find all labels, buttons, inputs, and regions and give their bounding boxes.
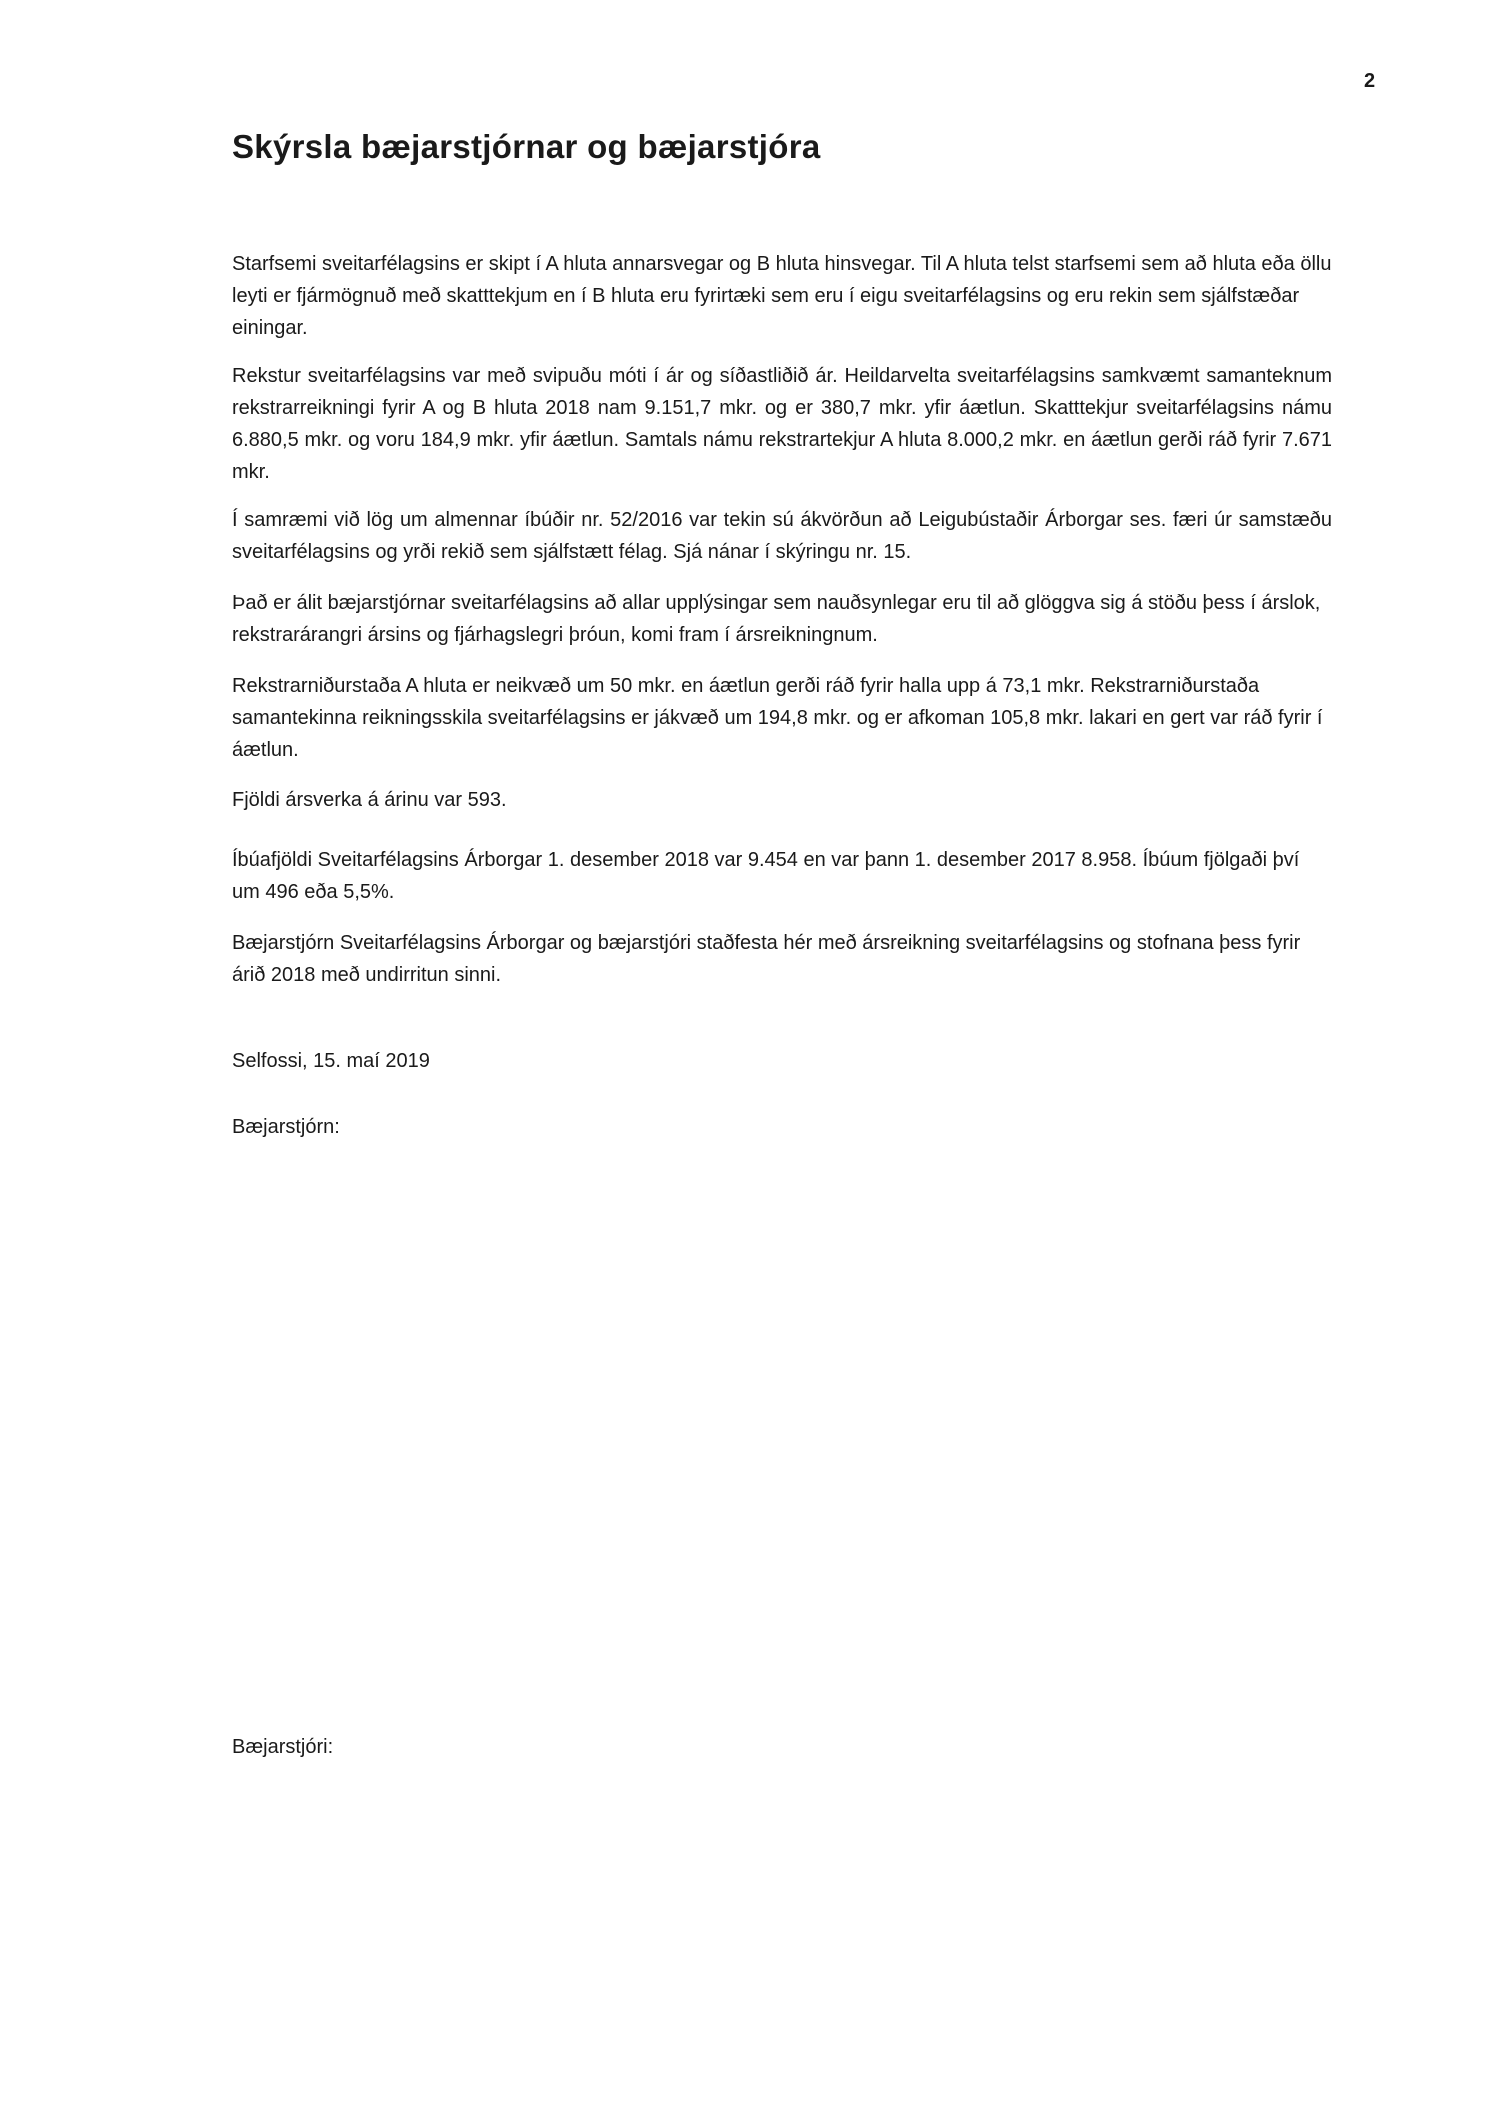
paragraph-confirmation: Bæjarstjórn Sveitarfélagsins Árborgar og bæjarstjóri staðfesta hér með ársreikning sveitarfélagsins og stofnana þess fyrir árið 2018 með undirritun sinni. xyxy=(232,932,1301,986)
mayor-signature-label: Bæjarstjóri: xyxy=(232,1736,334,1758)
page-number: 2 xyxy=(1364,70,1376,92)
paragraph-population: Íbúafjöldi Sveitarfélagsins Árborgar 1. desember 2018 var 9.454 en var þann 1. desember 2017 8.958. Íbúum fjölgaði því um 496 eða 5,5%. xyxy=(232,849,1300,903)
paragraph-housing: Í samræmi við lög um almennar íbúðir nr. 52/2016 var tekin sú ákvörðun að Leigubústaðir Árborgar ses. færi úr samstæðu sveitarfélagsins og yrði rekið sem sjálfstætt félag. Sjá nánar í skýringu nr. 15. xyxy=(232,509,1332,563)
place-date: Selfossi, 15. maí 2019 xyxy=(232,1050,430,1072)
paragraph-results: Rekstrarniðurstaða A hluta er neikvæð um 50 mkr. en áætlun gerði ráð fyrir halla upp á 73,1 mkr. Rekstrarniðurstaða samantekinna reikningsskila sveitarfélagsins er jákvæð um 194,8 mkr. og er afkoman 105,8 mkr. lakari en gert var ráð fyrir í áætlun. xyxy=(232,675,1323,761)
page-title: Skýrsla bæjarstjórnar og bæjarstjóra xyxy=(232,128,821,165)
paragraph-staff: Fjöldi ársverka á árinu var 593. xyxy=(232,789,507,811)
paragraph-structure: Starfsemi sveitarfélagsins er skipt í A hluta annarsvegar og B hluta hinsvegar. Til A hluta telst starfsemi sem að hluta eða öllu leyti er fjármögnuð með skatttekjum en í B hluta eru fyrirtæki sem eru í eigu sveitarfélagsins og eru rekin sem sjálfstæðar einingar. xyxy=(232,253,1332,339)
paragraph-opinion: Það er álit bæjarstjórnar sveitarfélagsins að allar upplýsingar sem nauðsynlegar eru til að glöggva sig á stöðu þess í árslok, rekstrarárangri ársins og fjárhagslegri þróun, komi fram í ársreikningnum. xyxy=(232,592,1321,646)
paragraph-operations: Rekstur sveitarfélagsins var með svipuðu móti í ár og síðastliðið ár. Heildarvelta sveitarfélagsins samkvæmt samanteknum rekstrarreikningi fyrir A og B hluta 2018 nam 9.151,7 mkr. og er 380,7 mkr. yfir áætlun. Skatttekjur sveitarfélagsins námu 6.880,5 mkr. og voru 184,9 mkr. yfir áætlun. Samtals námu rekstrartekjur A hluta 8.000,2 mkr. en áætlun gerði ráð fyrir 7.671 mkr. xyxy=(232,365,1332,483)
board-signature-label: Bæjarstjórn: xyxy=(232,1116,340,1138)
